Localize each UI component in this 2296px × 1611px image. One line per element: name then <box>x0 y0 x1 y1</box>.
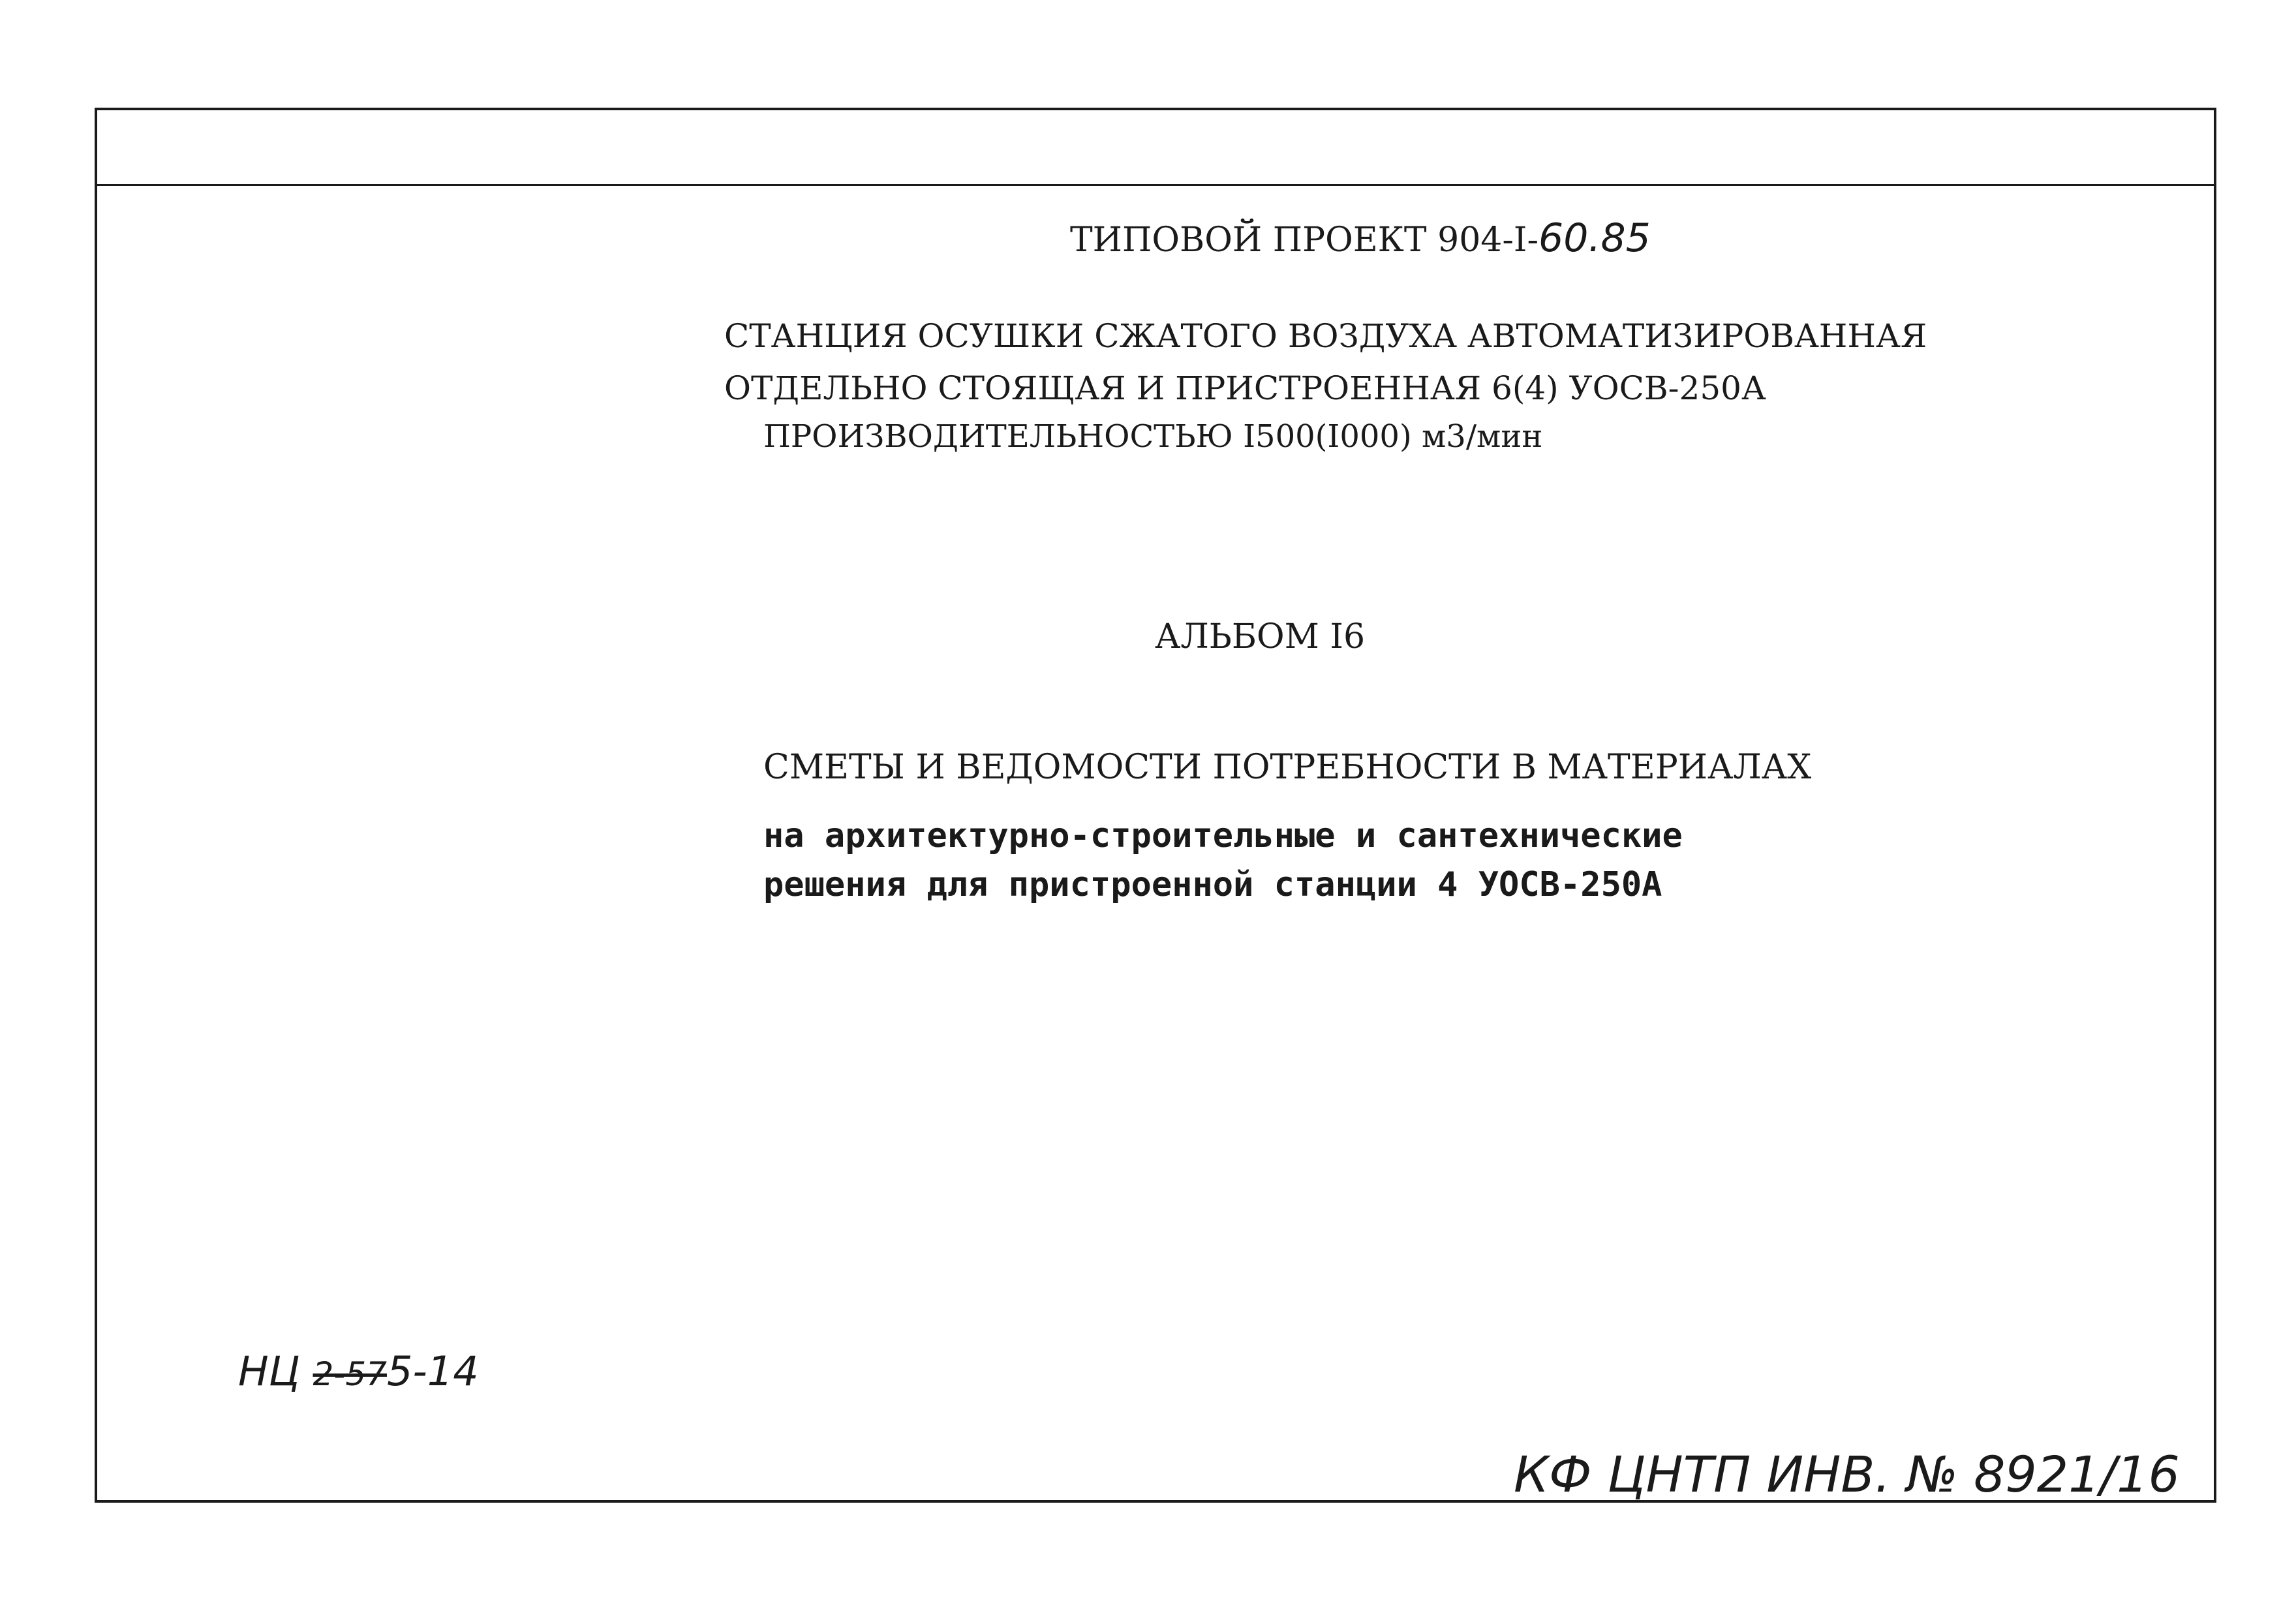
section-description-line-2: решения для пристроенной станции 4 УОСВ-250А <box>763 865 1662 904</box>
title-line-3: ПРОИЗВОДИТЕЛЬНОСТЬЮ I500(I000) м3/мин <box>763 418 1543 455</box>
title-line-2: ОТДЕЛЬНО СТОЯЩАЯ И ПРИСТРОЕННАЯ 6(4) УОСВ-250А <box>724 369 1766 407</box>
inventory-number-note: КФ ЦНТП ИНВ. № 8921/16 <box>1514 1445 2180 1503</box>
note-left-prefix: НЦ <box>238 1347 300 1395</box>
section-description-line-1: на архитектурно-строительные и сантехнические <box>763 816 1683 855</box>
project-prefix: ТИПОВОЙ ПРОЕКТ 904-I- <box>1070 221 1539 260</box>
note-left-struck: 2-57 <box>313 1355 387 1393</box>
title-line-1: СТАНЦИЯ ОСУШКИ СЖАТОГО ВОЗДУХА АВТОМАТИЗИРОВАННАЯ <box>724 317 1927 355</box>
project-number <box>1070 215 1651 261</box>
note-left-tail: 5-14 <box>386 1347 479 1395</box>
handwritten-note-left <box>238 1347 479 1395</box>
section-heading: СМЕТЫ И ВЕДОМОСТИ ПОТРЕБНОСТИ В МАТЕРИАЛАХ <box>763 748 1812 787</box>
project-number-handwritten: 60.85 <box>1538 215 1651 261</box>
album-label: АЛЬБОМ I6 <box>1155 617 1366 656</box>
header-rule <box>95 184 2216 186</box>
